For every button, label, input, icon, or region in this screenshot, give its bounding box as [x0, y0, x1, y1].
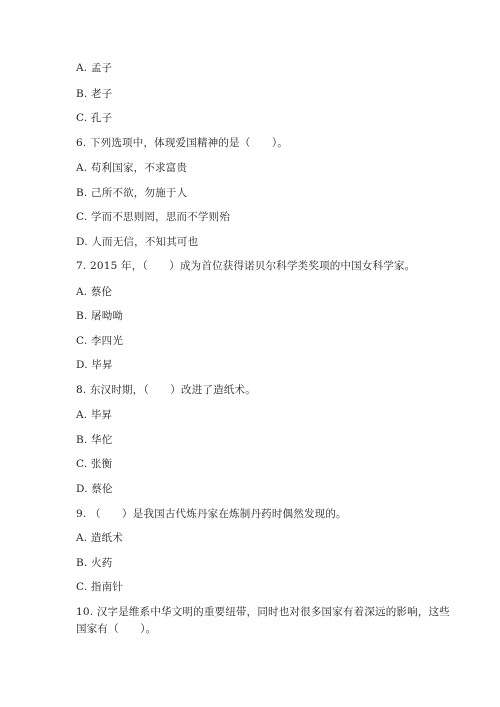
- question-10-line-1: 10. 汉字是维系中华文明的重要纽带，同时也对很多国家有着深远的影响，这些: [76, 606, 450, 618]
- option-d: D. 蔡伦: [76, 483, 113, 495]
- option-b: B. 老子: [76, 88, 113, 100]
- question-6: 6. 下列选项中，体现爱国精神的是（ ）。: [76, 137, 289, 149]
- option-d: D. 人而无信，不知其可也: [76, 236, 199, 248]
- option-a: A. 孟子: [76, 62, 113, 74]
- option-b: B. 华佗: [76, 434, 113, 446]
- question-7: 7. 2015 年，（ ）成为首位获得诺贝尔科学类奖项的中国女科学家。: [76, 260, 416, 272]
- question-10-line-2: 国家有（ ）。: [76, 623, 157, 635]
- option-c: C. 李四光: [76, 335, 124, 347]
- option-a: A. 蔡伦: [76, 286, 113, 298]
- question-8: 8. 东汉时期，（ ）改进了造纸术。: [76, 384, 256, 396]
- option-c: C. 张衡: [76, 458, 113, 470]
- option-b: B. 己所不欲，勿施于人: [76, 187, 188, 199]
- option-c: C. 孔子: [76, 112, 113, 124]
- option-a: A. 造纸术: [76, 532, 123, 544]
- question-9: 9. （ ）是我国古代炼丹家在炼制丹药时偶然发现的。: [76, 508, 347, 520]
- option-a: A. 毕昇: [76, 409, 113, 421]
- option-d: D. 毕昇: [76, 359, 113, 371]
- option-c: C. 指南针: [76, 581, 124, 593]
- option-b: B. 屠呦呦: [76, 310, 124, 322]
- option-a: A. 苟利国家，不求富贵: [76, 162, 188, 174]
- option-b: B. 火药: [76, 557, 113, 569]
- option-c: C. 学而不思则罔，思而不学则殆: [76, 211, 231, 223]
